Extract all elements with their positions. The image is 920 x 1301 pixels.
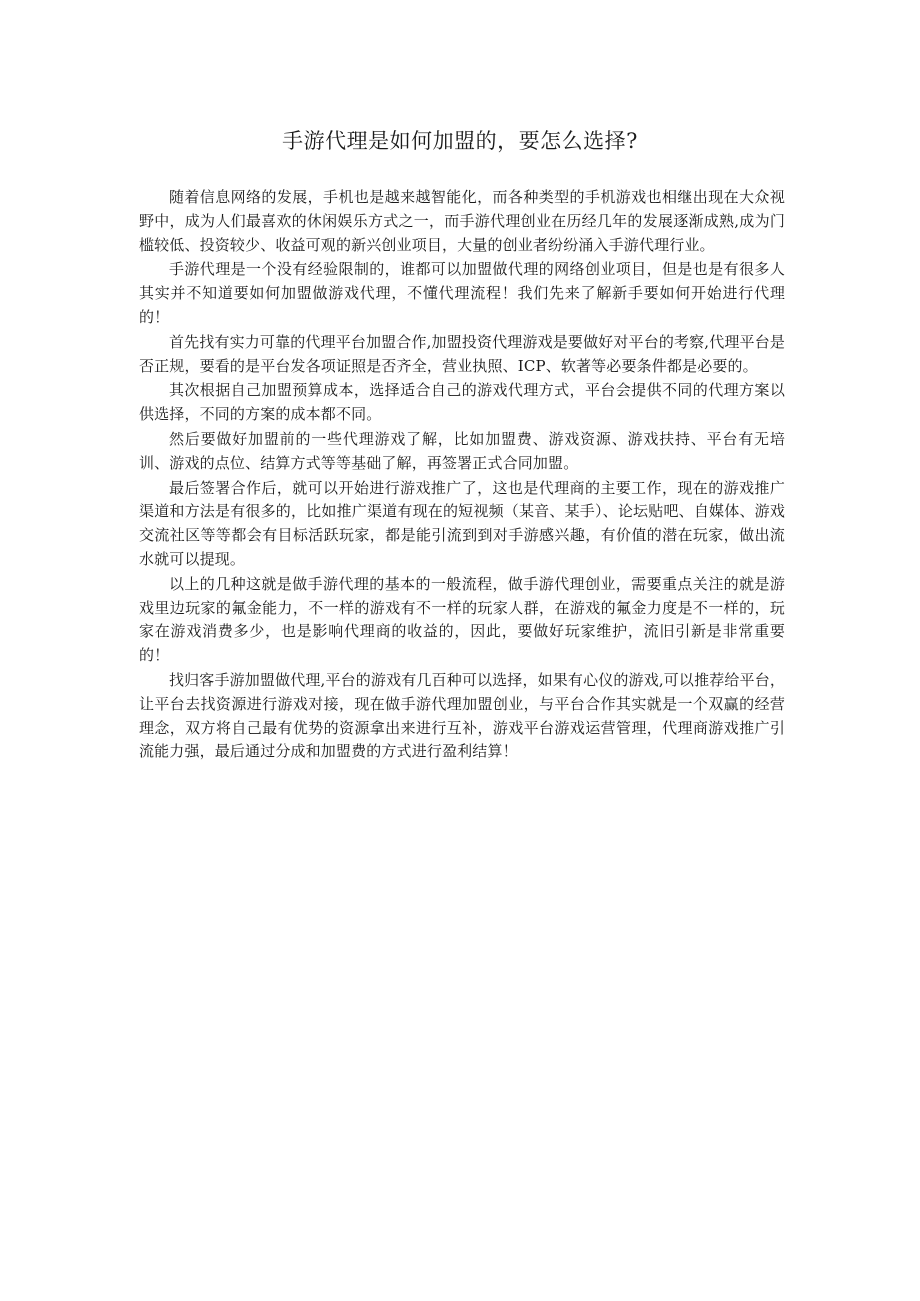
paragraph-7: 以上的几种这就是做手游代理的基本的一般流程，做手游代理创业，需要重点关注的就是游戏里边玩家的氟金能力，不一样的游戏有不一样的玩家人群，在游戏的氟金力度是不一样的，玩家在游戏消费多少，也是影响代理商的收益的，因此，要做好玩家维护，流旧引新是非常重要的！: [139, 574, 785, 665]
paragraph-2: 手游代理是一个没有经验限制的，谁都可以加盟做代理的网络创业项目，但是也是有很多人其实并不知道要如何加盟做游戏代理，不懂代理流程！我们先来了解新手要如何开始进行代理的！: [139, 260, 785, 326]
paragraph-8: 找归客手游加盟做代理,平台的游戏有几百种可以选择，如果有心仪的游戏,可以推荐给平台，让平台去找资源进行游戏对接，现在做手游代理加盟创业，与平台合作其实就是一个双赢的经营理念，双方将自己最有优势的资源拿出来进行互补，游戏平台游戏运营管理，代理商游戏推广引流能力强，最后通过分成和加盟费的方式进行盈利结算！: [139, 670, 785, 761]
paragraph-3: 首先找有实力可靠的代理平台加盟合作,加盟投资代理游戏是要做好对平台的考察,代理平台是否正规，要看的是平台发各项证照是否齐全，营业执照、ICP、软著等必要条件都是必要的。: [139, 332, 785, 375]
document-title: 手游代理是如何加盟的，要怎么选择?: [282, 129, 638, 153]
paragraph-6: 最后签署合作后，就可以开始进行游戏推广了，这也是代理商的主要工作，现在的游戏推广渠道和方法是有很多的，比如推广渠道有现在的短视频（某音、某手）、论坛贴吧、自媒体、游戏交流社区等等都会有目标活跃玩家，都是能引流到到对手游感兴趣，有价值的潜在玩家，做出流水就可以提现。: [139, 478, 785, 568]
paragraph-4: 其次根据自己加盟预算成本，选择适合自己的游戏代理方式，平台会提供不同的代理方案以供选择，不同的方案的成本都不同。: [139, 381, 785, 424]
document-body: [139, 186, 785, 765]
paragraph-5: 然后要做好加盟前的一些代理游戏了解，比如加盟费、游戏资源、游戏扶持、平台有无培训、游戏的点位、结算方式等等基础了解，再签署正式合同加盟。: [139, 429, 785, 472]
paragraph-1: 随着信息网络的发展，手机也是越来越智能化，而各种类型的手机游戏也相继出现在大众视野中，成为人们最喜欢的休闲娱乐方式之一，而手游代理创业在历经几年的发展逐渐成熟,成为门槛较低、投资较少、收益可观的新兴创业项目，大量的创业者纷纷涌入手游代理行业。: [139, 188, 785, 254]
